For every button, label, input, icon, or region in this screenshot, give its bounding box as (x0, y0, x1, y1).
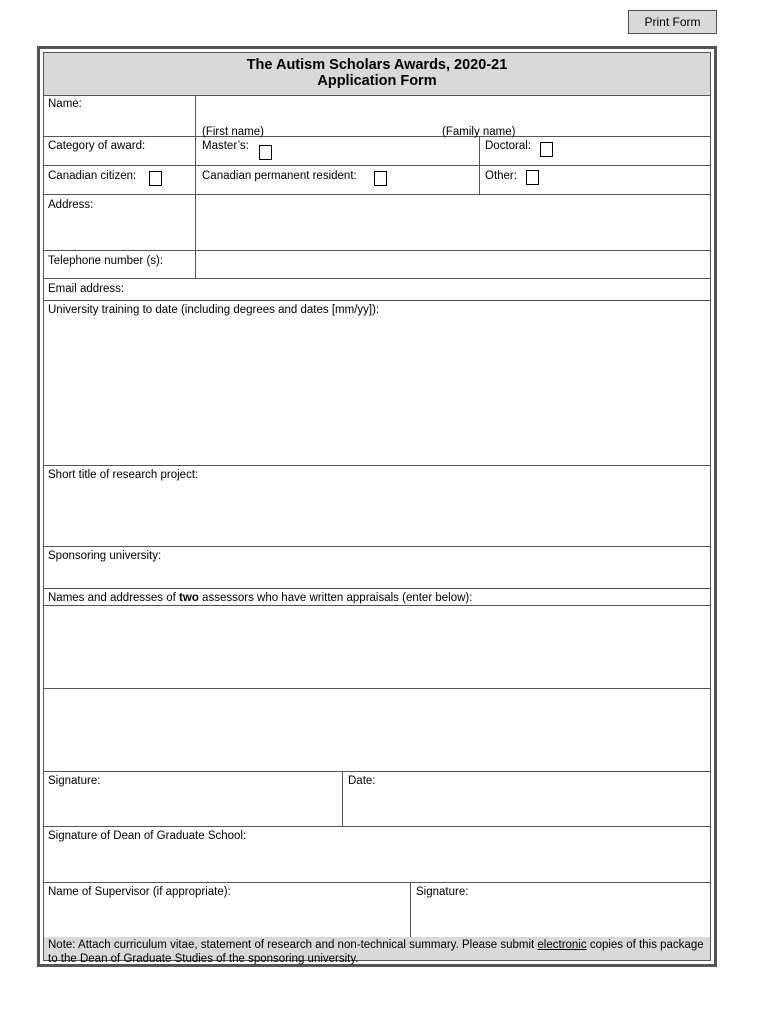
citizen-checkbox[interactable] (149, 171, 162, 186)
form-table (43, 52, 711, 965)
note-text-pre: Note: Attach curriculum vitae, statement of research and non-technical summary. Please submit (48, 939, 538, 951)
assessors-text-post: assessors who have written appraisals (enter below): (198, 592, 473, 604)
first-name-hint: (First name) (202, 126, 264, 138)
training-field[interactable] (44, 301, 719, 465)
dean-signature-field[interactable] (44, 827, 719, 882)
supervisor-signature-label: Signature: (416, 886, 469, 898)
category-label: Category of award: (48, 140, 146, 152)
name-label: Name: (48, 98, 82, 110)
application-form (37, 46, 717, 967)
other-checkbox[interactable] (526, 170, 539, 185)
title-line-1: The Autism Scholars Awards, 2020-21 (246, 57, 508, 73)
sponsoring-university-label: Sponsoring university: (48, 550, 162, 562)
sponsoring-university-field[interactable] (44, 547, 719, 588)
resident-label: Canadian permanent resident: (202, 170, 357, 182)
email-label: Email address: (48, 283, 125, 295)
telephone-label: Telephone number (s): (48, 255, 164, 267)
date-field[interactable] (342, 772, 719, 826)
address-field[interactable] (195, 194, 719, 250)
note-text (44, 937, 710, 965)
masters-checkbox[interactable] (259, 145, 272, 160)
supervisor-name-label: Name of Supervisor (if appropriate): (48, 886, 231, 898)
masters-label: Master’s: (202, 140, 249, 152)
training-label: University training to date (including degrees and dates [mm/yy]): (48, 304, 380, 316)
assessors-text-bold: two (179, 592, 199, 604)
dean-signature-label: Signature of Dean of Graduate School: (48, 830, 247, 842)
supervisor-signature-field[interactable] (410, 883, 719, 937)
address-label: Address: (48, 199, 94, 211)
citizen-label: Canadian citizen: (48, 170, 137, 182)
assessor-2-field[interactable] (44, 689, 719, 771)
supervisor-name-field[interactable] (44, 883, 410, 937)
row-divider (44, 165, 710, 166)
doctoral-checkbox[interactable] (540, 142, 553, 157)
telephone-field[interactable] (195, 250, 719, 278)
form-title (44, 53, 710, 95)
email-field[interactable] (195, 278, 719, 300)
note-electronic-link: electronic (537, 939, 587, 951)
title-line-2: Application Form (317, 73, 437, 89)
research-title-label: Short title of research project: (48, 469, 199, 481)
assessors-text-pre: Names and addresses of (48, 592, 180, 604)
column-divider (479, 136, 480, 194)
family-name-hint: (Family name) (442, 126, 516, 138)
assessors-label (44, 589, 719, 607)
note-text-post: copies of this package to the Dean of Graduate Studies of the sponsoring university. (48, 939, 704, 965)
date-label: Date: (348, 775, 376, 787)
signature-field[interactable] (44, 772, 342, 826)
print-form-button[interactable]: Print Form (628, 10, 717, 34)
other-label: Other: (485, 170, 517, 182)
resident-checkbox[interactable] (374, 171, 387, 186)
assessor-1-field[interactable] (44, 606, 719, 688)
doctoral-label: Doctoral: (485, 140, 532, 152)
signature-label: Signature: (48, 775, 101, 787)
research-title-field[interactable] (44, 466, 719, 546)
